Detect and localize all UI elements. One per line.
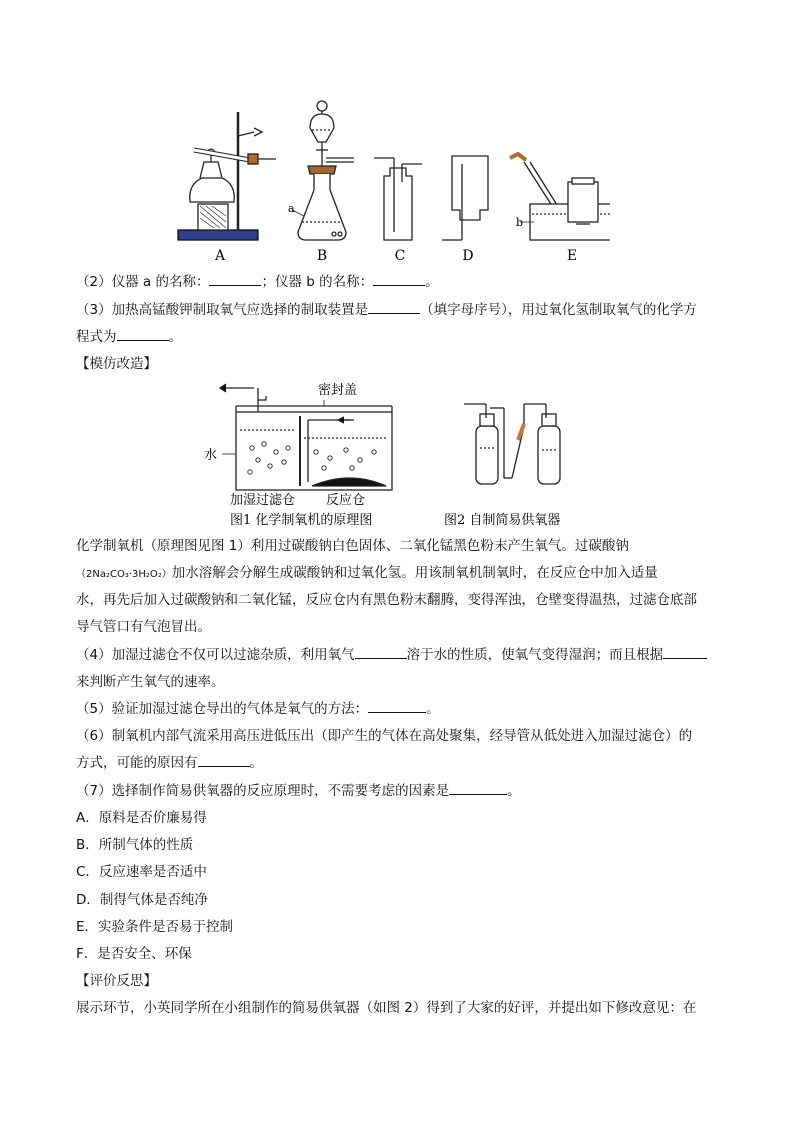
apparatus-c [374, 158, 422, 240]
paragraph-line-2-text: 加水溶解会分解生成碳酸钠和过氧化氢。用该制氧机制氧时，在反应仓中加入适量 [171, 565, 658, 581]
label-d: D [462, 248, 474, 264]
simple-oxygen-supplier [464, 404, 560, 484]
answer-blank-rate-basis[interactable] [663, 645, 707, 659]
caption-figure-2: 图2 自制简易供氧器 [444, 513, 561, 528]
question-7 [76, 781, 521, 801]
label-c: C [394, 248, 406, 264]
oxygen-machine-diagram [220, 384, 392, 490]
label-humidify-chamber: 加湿过滤仓 [230, 493, 296, 508]
oxygen-machine-figure [200, 378, 620, 528]
q7-prefix: （7）选择制作简易供氧器的反应原理时，不需要考虑的因素是 [76, 783, 450, 799]
apparatus-d [442, 156, 488, 240]
section-imitate-heading: 【模仿改造】 [76, 356, 157, 372]
label-reaction-chamber: 反应仓 [326, 493, 366, 508]
apparatus-a [178, 112, 276, 240]
answer-blank-verify-method[interactable] [368, 699, 426, 713]
label-instrument-b: b [516, 216, 524, 229]
question-6-line-2 [76, 753, 263, 773]
q4-prefix: （4）加湿过滤仓不仅可以过滤杂质，利用氧气 [76, 647, 355, 663]
q3-line2-prefix: 程式为 [76, 329, 117, 345]
section-reflect-heading: 【评价反思】 [76, 973, 157, 989]
paragraph-line-3: 水，再先后加入过碳酸钠和二氧化锰，反应仓内有黑色粉末翻腾，变得浑浊，仓壁变得温热，过滤仓底部 [76, 592, 697, 608]
label-water: 水 [204, 448, 218, 463]
q2-mid: ；仪器 b 的名称： [261, 274, 374, 290]
question-2 [76, 272, 439, 292]
label-a: A [214, 248, 226, 264]
option-d[interactable]: D．制得气体是否纯净 [76, 892, 208, 908]
answer-blank-instrument-b[interactable] [373, 272, 425, 286]
last-paragraph-line: 展示环节，小英同学所在小组制作的简易供氧器（如图 2）得到了大家的好评，并提出如下修改意见：在 [76, 1000, 697, 1016]
option-f[interactable]: F．是否安全、环保 [76, 946, 192, 962]
apparatus-e [510, 154, 610, 240]
answer-blank-instrument-a[interactable] [209, 272, 261, 286]
label-b: B [316, 248, 328, 264]
q5-end: 。 [426, 701, 440, 717]
answer-blank-solubility[interactable] [355, 645, 407, 659]
question-4-line-2: 来判断产生氧气的速率。 [76, 674, 225, 690]
question-3-line-1 [76, 300, 697, 320]
option-a[interactable]: A．原料是否价廉易得 [76, 810, 207, 826]
q2-prefix: （2）仪器 a 的名称： [76, 274, 210, 290]
option-b[interactable]: B．所制气体的性质 [76, 837, 194, 853]
q3-line2-end: 。 [168, 329, 182, 345]
caption-figure-1: 图1 化学制氧机的原理图 [230, 513, 373, 528]
paragraph-line-4: 导气管口有气泡冒出。 [76, 619, 211, 635]
q6-end: 。 [249, 755, 263, 771]
q2-end: 。 [425, 274, 439, 290]
option-e[interactable]: E．实验条件是否易于控制 [76, 919, 234, 935]
q6-prefix: 方式，可能的原因有 [76, 755, 198, 771]
label-instrument-a: a [288, 202, 295, 215]
option-c[interactable]: C．反应速率是否适中 [76, 864, 207, 880]
q3-prefix: （3）加热高锰酸钾制取氧气应选择的制取装置是 [76, 302, 369, 318]
answer-blank-equation[interactable] [117, 327, 169, 341]
q7-end: 。 [507, 783, 521, 799]
answer-blank-reason[interactable] [198, 753, 250, 767]
label-seal-cover: 密封盖 [318, 383, 358, 398]
paragraph-line-2 [76, 563, 658, 585]
q4-mid: 溶于水的性质，使氧气变得湿润；而且根据 [406, 647, 664, 663]
question-5 [76, 699, 440, 719]
chemical-formula: （2Na₂CO₃·3H₂O₂） [76, 569, 172, 580]
answer-blank-factor[interactable] [449, 781, 507, 795]
question-3-line-2 [76, 327, 182, 347]
q3-suffix: （填字母序号），用过氧化氢制取氧气的化学方 [420, 302, 697, 318]
q5-prefix: （5）验证加湿过滤仓导出的气体是氧气的方法： [76, 701, 369, 717]
label-e: E [566, 248, 578, 264]
answer-blank-apparatus[interactable] [368, 300, 420, 314]
apparatus-figure [170, 92, 610, 264]
question-6-line-1: （6）制氧机内部气流采用高压进低压出（即产生的气体在高处聚集，经导管从低处进入加湿过滤仓）的 [76, 728, 693, 744]
paragraph-line-1: 化学制氧机（原理图见图 1）利用过碳酸钠白色固体、二氧化锰黑色粉末产生氧气。过碳酸钠 [76, 538, 629, 554]
question-4-line-1 [76, 645, 707, 665]
apparatus-b [292, 101, 354, 240]
